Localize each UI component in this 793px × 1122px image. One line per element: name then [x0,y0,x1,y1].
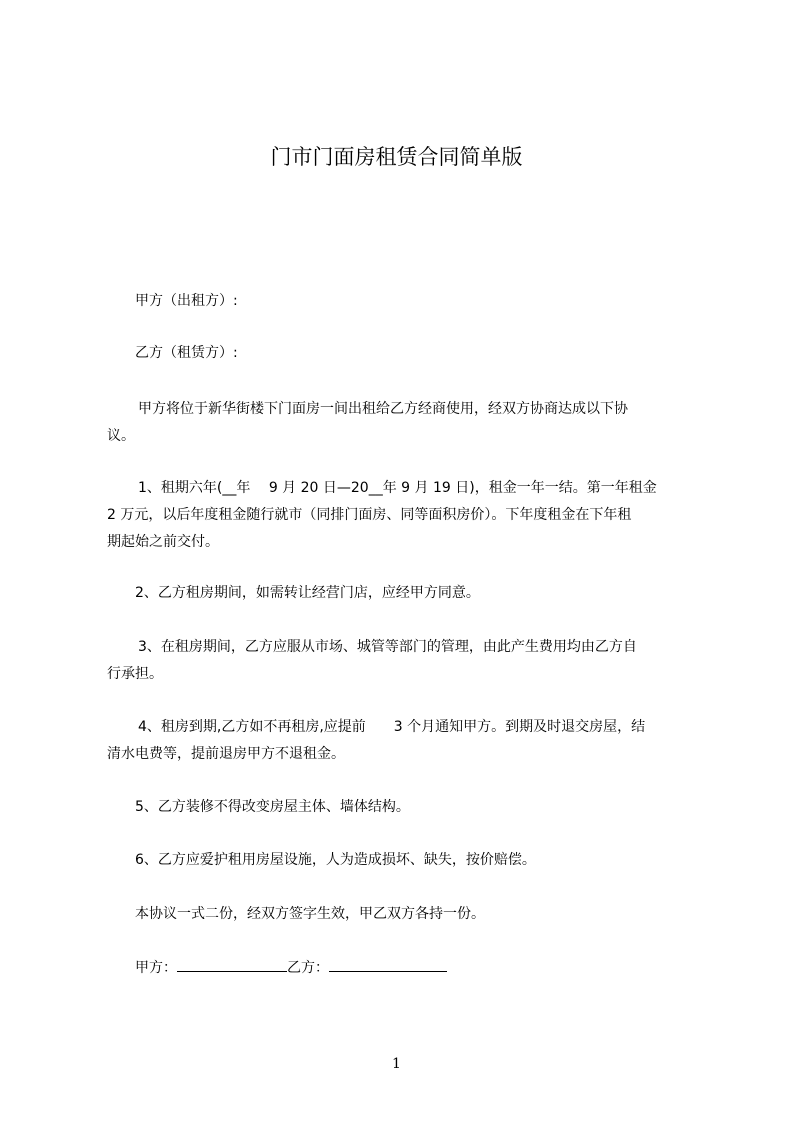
party-b-label [107,340,710,367]
clause-line: 1、租期六年(__年 9 月 20 日—20__年 9 月 19 日)，租金一年一结。第一年租金 [138,480,657,496]
signature-line [107,955,710,982]
clause-line: 2、乙方租房期间，如需转让经营门店，应经甲方同意。 [135,585,480,601]
page-number: 1 [392,1056,401,1072]
clause-2 [107,580,710,607]
clause-line: 2 万元，以后年度租金随行就市（同排门面房、同等面积房价）。下年度租金在下年租 [107,507,632,523]
clause-1 [107,475,710,556]
clause-line: 期起始之前交付。 [107,534,219,550]
signature-party-b-label: 乙方： [287,960,329,976]
intro-paragraph [107,396,710,450]
party-b-text: 乙方（租赁方）: [135,345,238,361]
signature-party-a-label: 甲方： [135,960,177,976]
signature-party-b-blank[interactable] [329,957,447,972]
intro-line: 甲方将位于新华街楼下门面房一间出租给乙方经商使用，经双方协商达成以下协 [138,401,628,417]
clause-line: 行承担。 [107,666,163,682]
party-a-label [107,288,710,315]
closing-text: 本协议一式二份，经双方签字生效，甲乙双方各持一份。 [135,906,485,922]
clause-line: 清水电费等，提前退房甲方不退租金。 [107,746,345,762]
intro-line: 议。 [107,428,135,444]
clause-5 [107,794,710,821]
party-a-text: 甲方（出租方）: [135,293,238,309]
clause-4 [107,714,710,768]
clause-line: 3、在租房期间，乙方应服从市场、城管等部门的管理，由此产生费用均由乙方自 [138,639,637,655]
clause-line: 6、乙方应爱护租用房屋设施，人为造成损坏、缺失，按价赔偿。 [135,852,536,868]
clause-line: 5、乙方装修不得改变房屋主体、墙体结构。 [135,799,410,815]
document-title: 门市门面房租赁合同简单版 [270,145,523,169]
clause-line: 4、租房到期,乙方如不再租房,应提前 3 个月通知甲方。到期及时退交房屋，结 [138,719,646,735]
signature-party-a-blank[interactable] [177,957,287,972]
clause-6 [107,847,710,874]
clause-3 [107,634,710,688]
closing-paragraph [107,901,710,928]
